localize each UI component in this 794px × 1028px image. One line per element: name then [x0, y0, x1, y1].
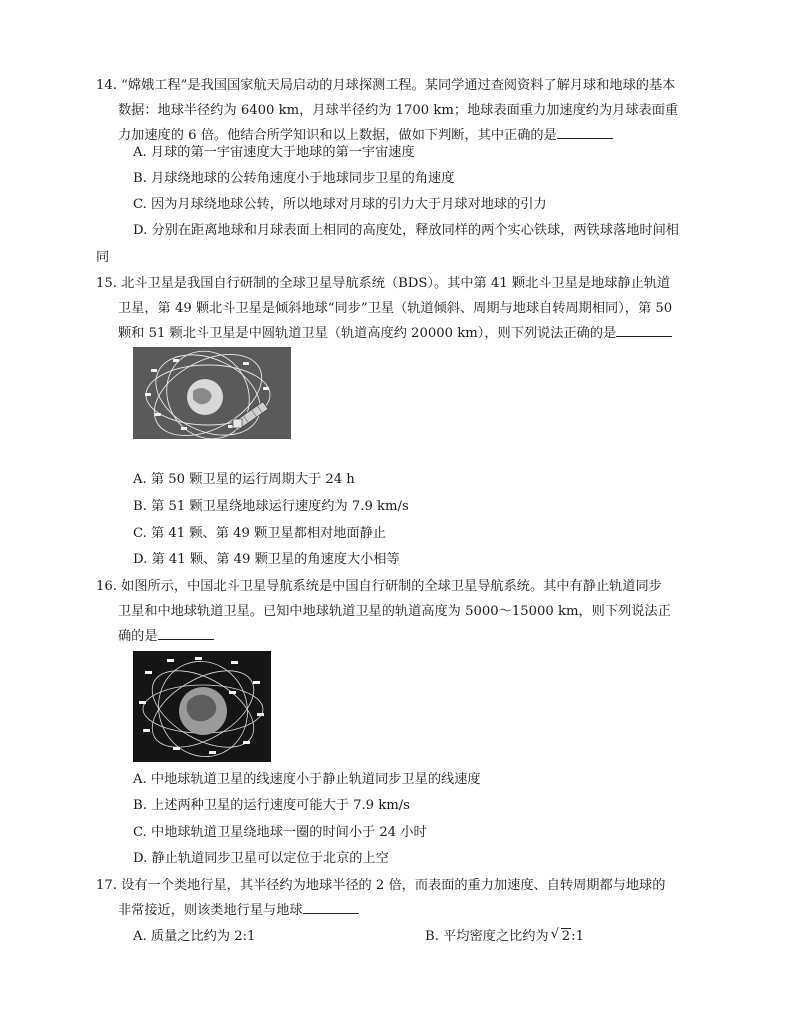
question-15-option-c: C. 第 41 颗、第 49 颗卫星都相对地面静止	[133, 526, 386, 541]
answer-blank	[557, 124, 613, 139]
question-15-option-a: A. 第 50 颗卫星的运行周期大于 24 h	[133, 472, 355, 487]
question-16-line-2: 卫星和中地球轨道卫星。已知中地球轨道卫星的轨道高度为 5000～15000 km，则下列说法正	[118, 604, 671, 619]
question-15-line-1: 15. 北斗卫星是我国自行研制的全球卫星导航系统（BDS）。其中第 41 颗北斗卫星是地球静止轨道	[96, 276, 671, 291]
question-17-line-1: 17. 设有一个类地行星，其半径约为地球半径的 2 倍，而表面的重力加速度、自转周期都与地球的	[96, 878, 666, 893]
question-14	[96, 73, 706, 148]
beidou-constellation-figure	[133, 347, 291, 439]
question-14-option-a: A. 月球的第一宇宙速度大于地球的第一宇宙速度	[133, 145, 415, 160]
question-15-option-d: D. 第 41 颗、第 49 颗卫星的角速度大小相等	[133, 552, 400, 567]
question-14-line-3: 力加速度的 6 倍。他结合所学知识和以上数据，做如下判断，其中正确的是	[118, 128, 557, 143]
question-16-line-1: 16. 如图所示，中国北斗卫星导航系统是中国自行研制的全球卫星导航系统。其中有静止轨道同步	[96, 579, 662, 594]
question-14-option-d-continued: 同	[96, 250, 110, 265]
square-root-symbol	[553, 924, 571, 949]
question-14-line-1: 14. “嫦娥工程”是我国国家航天局启动的月球探测工程。某同学通过查阅资料了解月球和地球的基本	[96, 78, 676, 93]
question-14-line-2: 数据：地球半径约为 6400 km，月球半径约为 1700 km；地球表面重力加速度约为月球表面重	[118, 103, 679, 118]
question-14-option-c: C. 因为月球绕地球公转，所以地球对月球的引力大于月球对地球的引力	[133, 197, 547, 212]
question-15-line-3: 颗和 51 颗北斗卫星是中圆轨道卫星（轨道高度约 20000 km），则下列说法正确的是	[118, 326, 617, 341]
question-16-option-d: D. 静止轨道同步卫星可以定位于北京的上空	[133, 851, 389, 866]
question-16-option-b: B. 上述两种卫星的运行速度可能大于 7.9 km/s	[133, 798, 410, 813]
question-14-option-b: B. 月球绕地球的公转角速度小于地球同步卫星的角速度	[133, 171, 455, 186]
question-15	[96, 271, 706, 346]
option-b-ratio: :1	[571, 929, 585, 944]
question-15-line-2: 卫星，第 49 颗北斗卫星是倾斜地球“同步”卫星（轨道倾斜、周期与地球自转周期相同），第 50	[118, 301, 673, 316]
satellite-orbits-illustration	[133, 347, 291, 439]
answer-blank	[303, 899, 359, 914]
question-16-line-3: 确的是	[118, 629, 158, 644]
answer-blank	[616, 322, 672, 337]
question-17-option-a: A. 质量之比约为 2:1	[133, 929, 256, 944]
question-16	[96, 574, 706, 649]
question-17-option-b	[425, 924, 584, 949]
answer-blank	[158, 625, 214, 640]
question-15-option-b: B. 第 51 颗卫星绕地球运行速度约为 7.9 km/s	[133, 499, 409, 514]
beidou-navigation-figure	[133, 651, 271, 762]
question-17	[96, 873, 706, 923]
question-17-line-2: 非常接近，则该类地行星与地球	[118, 903, 303, 918]
option-b-text: B. 平均密度之比约为	[425, 929, 553, 944]
question-14-option-d: D. 分别在距离地球和月球表面上相同的高度处，释放同样的两个实心铁球，两铁球落地时间相	[133, 223, 679, 238]
question-16-option-c: C. 中地球轨道卫星绕地球一圈的时间小于 24 小时	[133, 825, 427, 840]
question-16-option-a: A. 中地球轨道卫星的线速度小于静止轨道同步卫星的线速度	[133, 772, 481, 787]
radicand: 2	[561, 929, 571, 944]
navigation-satellites-illustration	[133, 651, 271, 762]
